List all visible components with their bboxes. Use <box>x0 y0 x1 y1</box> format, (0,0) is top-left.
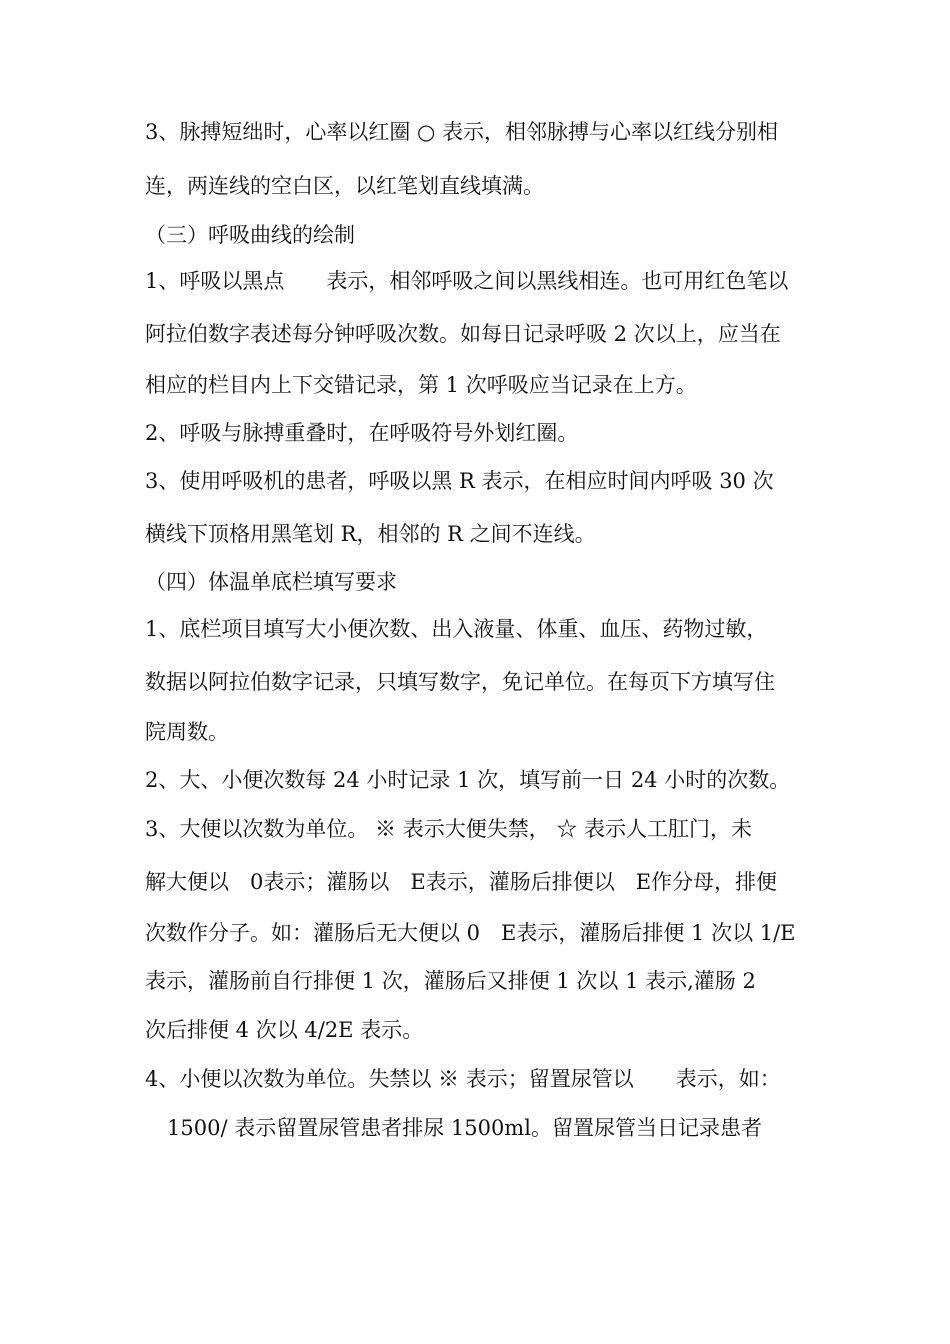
text-line: 相应的栏目内上下交错记录，第 1 次呼吸应当记录在上方。 <box>145 373 697 397</box>
text-line: 连，两连线的空白区，以红笔划直线填满。 <box>145 174 544 198</box>
text-line: 2、呼吸与脉搏重叠时，在呼吸符号外划红圈。 <box>145 421 579 445</box>
section-heading: （四）体温单底栏填写要求 <box>145 570 397 594</box>
text-line: 数据以阿拉伯数字记录，只填写数字，免记单位。在每页下方填写住 <box>145 670 775 694</box>
text-line: 横线下顶格用黑笔划 R，相邻的 R 之间不连线。 <box>145 522 596 546</box>
text-line: 4、小便以次数为单位。失禁以 ※ 表示；留置尿管以 表示，如： <box>145 1067 781 1091</box>
text-line: 3、脉搏短绌时，心率以红圈 ○ 表示，相邻脉搏与心率以红线分别相 <box>145 120 779 144</box>
text-line: 次后排便 4 次以 4/2E 表示。 <box>145 1018 424 1042</box>
text-line: 1500/ 表示留置尿管患者排尿 1500ml。留置尿管当日记录患者 <box>167 1116 762 1140</box>
text-line: 解大便以 0表示；灌肠以 E表示，灌肠后排便以 E作分母，排便 <box>145 870 778 894</box>
section-heading: （三）呼吸曲线的绘制 <box>145 223 355 247</box>
text-line: 3、大便以次数为单位。 ※ 表示大便失禁， ☆ 表示人工肛门，未 <box>145 817 753 841</box>
text-line: 次数作分子。如：灌肠后无大便以 0 E表示，灌肠后排便 1 次以 1/E <box>145 921 796 945</box>
text-line: 表示，灌肠前自行排便 1 次，灌肠后又排便 1 次以 1 表示,灌肠 2 <box>145 969 756 993</box>
text-line: 1、呼吸以黑点 表示，相邻呼吸之间以黑线相连。也可用红色笔以 <box>145 269 789 293</box>
text-line: 2、大、小便次数每 24 小时记录 1 次，填写前一日 24 小时的次数。 <box>145 768 791 792</box>
text-line: 院周数。 <box>145 720 229 744</box>
text-line: 阿拉伯数字表述每分钟呼吸次数。如每日记录呼吸 2 次以上，应当在 <box>145 322 781 346</box>
text-line: 3、使用呼吸机的患者，呼吸以黑 R 表示，在相应时间内呼吸 30 次 <box>145 469 774 493</box>
text-line: 1、底栏项目填写大小便次数、出入液量、体重、血压、药物过敏， <box>145 617 768 641</box>
